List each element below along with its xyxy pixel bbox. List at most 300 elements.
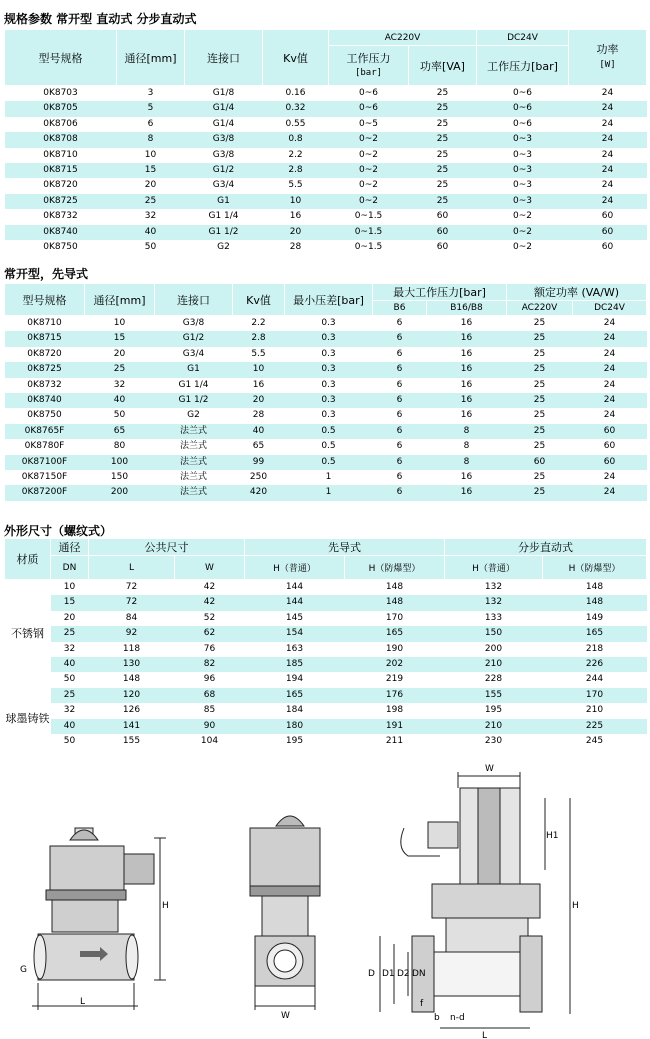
- table-cell: 218: [585, 643, 604, 654]
- table-cell: 0K8740: [5, 393, 85, 408]
- table-cell: 6: [396, 441, 403, 452]
- table-cell: 195: [484, 705, 503, 716]
- table-cell: 60: [573, 424, 647, 439]
- label-L: L: [80, 997, 86, 1007]
- table-cell: 0K8732: [27, 379, 62, 390]
- table-cell: 24: [573, 362, 647, 377]
- table-cell: 190: [385, 643, 404, 654]
- table-row: [5, 163, 647, 178]
- table-cell: 148: [122, 674, 141, 685]
- table-cell: 228: [484, 674, 503, 685]
- col-b16: B16/B8: [427, 301, 507, 316]
- table-cell: 65: [85, 424, 155, 439]
- table-cell: G1 1/4: [208, 211, 239, 222]
- table-cell: 0.5: [285, 455, 373, 470]
- table-cell: G1/8: [212, 88, 235, 98]
- table-row: [5, 378, 647, 393]
- table-cell: 16: [460, 410, 473, 421]
- table-row: [5, 657, 647, 672]
- table-cell: 230: [484, 736, 503, 747]
- table-cell: 0~3: [477, 194, 569, 209]
- label-W: W: [485, 764, 494, 774]
- table-cell: 202: [345, 657, 445, 672]
- table-cell: 148: [585, 582, 604, 592]
- table-cell: 6: [373, 393, 427, 408]
- front-view-coil: [250, 828, 320, 886]
- table-cell: 24: [601, 180, 614, 191]
- table-cell: 90: [175, 719, 245, 734]
- table-cell: 法兰式: [155, 485, 233, 500]
- table-cell: 25: [409, 101, 477, 116]
- table-cell: 60: [601, 242, 614, 253]
- col-bore: 通径[mm]: [85, 284, 155, 316]
- table-row: [5, 424, 647, 439]
- table-cell: 0.3: [285, 331, 373, 346]
- table-cell: 72: [89, 595, 175, 610]
- table-cell: 0K8732: [43, 211, 78, 222]
- table-row: [5, 688, 647, 703]
- table-cell: 210: [585, 705, 604, 716]
- table1-title: 规格参数 常开型 直动式 分步直动式: [4, 12, 197, 26]
- table-cell: 0K8725: [5, 194, 117, 209]
- table-row: [5, 626, 647, 641]
- table-cell: 25: [51, 688, 89, 703]
- table-cell: 210: [445, 719, 543, 734]
- table-cell: 0~3: [477, 163, 569, 178]
- table-cell: 60: [409, 225, 477, 240]
- table-cell: 40: [51, 657, 89, 672]
- table-cell: 16: [427, 362, 507, 377]
- table-cell: 25: [507, 393, 573, 408]
- table-cell: 16: [427, 393, 507, 408]
- table-cell: 0K8705: [5, 101, 117, 116]
- table-cell: 6: [147, 118, 154, 129]
- col-ac-power: 功率[VA]: [409, 46, 477, 86]
- table-cell: 50: [63, 674, 76, 685]
- table-cell: 130: [89, 657, 175, 672]
- table-cell: 145: [285, 612, 304, 623]
- col-bore: 通径[mm]: [117, 30, 185, 86]
- table-cell: G3/8: [212, 149, 235, 160]
- front-view-body: [262, 896, 308, 936]
- table-row: [5, 408, 647, 423]
- table-cell: 0K87100F: [5, 455, 85, 470]
- table-cell: 10: [113, 318, 126, 328]
- valve-side-view: [32, 828, 166, 1010]
- table-cell: 24: [569, 132, 647, 147]
- table-cell: 60: [436, 242, 449, 253]
- table-cell: 0K8703: [43, 88, 78, 98]
- table-cell: 148: [345, 595, 445, 610]
- label-G: G: [20, 965, 27, 975]
- table-cell: 0K8750: [27, 410, 62, 421]
- table-cell: G1/4: [185, 101, 263, 116]
- table-cell: 42: [175, 595, 245, 610]
- table-cell: 32: [63, 705, 76, 716]
- table-cell: 32: [144, 211, 157, 222]
- table-cell: G1 1/2: [155, 393, 233, 408]
- table-row: [5, 132, 647, 147]
- table-row: [5, 703, 647, 718]
- table-cell: 25: [117, 194, 185, 209]
- table-cell: G3/4: [212, 180, 235, 191]
- col-bore: 通径: [51, 539, 89, 556]
- table-cell: 96: [203, 674, 216, 685]
- table-cell: 0~3: [513, 180, 532, 191]
- table-cell: 25: [507, 424, 573, 439]
- table-cell: 28: [252, 410, 265, 421]
- label-H: H: [162, 901, 169, 911]
- table-cell: 6: [396, 348, 403, 359]
- table-cell: 60: [603, 441, 616, 452]
- table-cell: 80: [113, 441, 126, 452]
- table-row: [5, 178, 647, 193]
- table-cell: 155: [122, 736, 141, 747]
- table-row: [5, 225, 647, 240]
- table-row: [5, 209, 647, 224]
- table-row: [5, 148, 647, 163]
- table-cell: 225: [543, 719, 647, 734]
- table-cell: 28: [289, 242, 302, 253]
- table-row: [5, 347, 647, 362]
- table-cell: 195: [285, 736, 304, 747]
- table-cell: 0~6: [477, 101, 569, 116]
- table-cell: 20: [144, 180, 157, 191]
- col-dc-pressure: 工作压力[bar]: [477, 46, 569, 86]
- table-cell: 65: [252, 441, 265, 452]
- table-cell: 8: [427, 424, 507, 439]
- table-cell: 50: [63, 736, 76, 747]
- table-cell: 25: [436, 149, 449, 160]
- table-cell: 150: [445, 626, 543, 641]
- col-port: 连接口: [155, 284, 233, 316]
- table-cell: 0.3: [321, 379, 336, 390]
- table-cell: 25: [533, 348, 546, 359]
- table-cell: 82: [175, 657, 245, 672]
- section-flange-right: [520, 936, 542, 1012]
- table-cell: 245: [585, 736, 604, 747]
- table-cell: 0K8780F: [24, 441, 65, 452]
- table-cell: 24: [601, 118, 614, 129]
- table-cell: G2: [187, 410, 200, 421]
- table-cell: 5.5: [288, 180, 303, 191]
- table-cell: G1/2: [185, 163, 263, 178]
- table-cell: 24: [603, 472, 616, 483]
- col-pilot-h-ex: H（防爆型）: [345, 556, 445, 580]
- table-cell: 60: [436, 211, 449, 222]
- table-cell: 0~6: [513, 88, 532, 98]
- table-cell: 25: [436, 118, 449, 129]
- table-cell: 32: [63, 643, 76, 654]
- table-cell: 92: [89, 626, 175, 641]
- table-cell: 2.2: [288, 149, 303, 160]
- label-nd: n-d: [450, 1013, 465, 1023]
- table-cell: 184: [285, 705, 304, 716]
- side-view-body: [52, 900, 118, 932]
- table-cell: 0K8710: [43, 149, 78, 160]
- table-cell: 0~3: [513, 149, 532, 160]
- table-cell: G1 1/4: [178, 379, 209, 390]
- table-cell: 20: [63, 612, 76, 623]
- table-cell: 6: [396, 379, 403, 390]
- table-cell: 68: [175, 688, 245, 703]
- table-cell: 40: [51, 719, 89, 734]
- table-cell: 84: [125, 612, 138, 623]
- table-cell: 0.3: [321, 410, 336, 421]
- table-cell: 5: [117, 101, 185, 116]
- table-cell: 16: [460, 379, 473, 390]
- table-cell: 1: [285, 485, 373, 500]
- table2-title: 常开型，先导式: [4, 267, 89, 281]
- table-cell: 0.3: [321, 348, 336, 359]
- table-cell: 219: [385, 674, 404, 685]
- table-row: [5, 672, 647, 687]
- table-cell: 24: [603, 410, 616, 421]
- table-cell: 16: [460, 472, 473, 483]
- table-cell: 0.32: [263, 101, 329, 116]
- table-cell: 154: [245, 626, 345, 641]
- table-cell: 20: [263, 225, 329, 240]
- table-cell: 144: [245, 595, 345, 610]
- table-cell: 24: [603, 348, 616, 359]
- table-cell: 0~5: [359, 118, 378, 129]
- table-cell: 104: [200, 736, 219, 747]
- table-row: [5, 240, 647, 255]
- table-cell: 3: [147, 88, 154, 98]
- table-cell: 25: [533, 410, 546, 421]
- table-cell: 191: [345, 719, 445, 734]
- table-cell: G1: [155, 362, 233, 377]
- label-D2: D2: [397, 969, 410, 979]
- dimension-table: [4, 538, 647, 749]
- table-cell: 0~2: [477, 225, 569, 240]
- col-dn: DN: [51, 556, 89, 580]
- table-cell: 0.55: [285, 118, 306, 129]
- label-H1: H1: [546, 831, 559, 841]
- table-cell: 0K8725: [5, 362, 85, 377]
- col-model: 型号规格: [5, 284, 85, 316]
- table-row: [5, 642, 647, 657]
- table-cell: 0~2: [359, 149, 378, 160]
- table-cell: 6: [373, 455, 427, 470]
- power-label: 功率: [596, 43, 619, 56]
- table-cell: 24: [569, 101, 647, 116]
- col-kv: Kv值: [233, 284, 285, 316]
- table-cell: 120: [89, 688, 175, 703]
- table-cell: 8: [117, 132, 185, 147]
- table-cell: 0.8: [263, 132, 329, 147]
- label-DN: DN: [412, 969, 426, 979]
- table-cell: 10: [263, 194, 329, 209]
- table-cell: 0K8720: [27, 348, 62, 359]
- table-row: [5, 595, 647, 610]
- table-cell: 0~2: [513, 211, 532, 222]
- table-cell: 24: [569, 194, 647, 209]
- table-cell: 165: [543, 626, 647, 641]
- table-row: [5, 101, 647, 116]
- table-cell: 法兰式: [179, 441, 207, 452]
- table-cell: 244: [585, 674, 604, 685]
- col-model: 型号规格: [5, 30, 117, 86]
- table-cell: 8: [427, 455, 507, 470]
- table-cell: 25: [409, 194, 477, 209]
- table-cell: 0K8740: [5, 225, 117, 240]
- table-cell: 420: [233, 485, 285, 500]
- table-cell: G1/2: [155, 331, 233, 346]
- table-cell: 0K87150F: [21, 472, 68, 483]
- table-cell: 60: [573, 455, 647, 470]
- table-cell: 32: [113, 379, 126, 390]
- table-cell: 15: [51, 595, 89, 610]
- ac-pressure-unit: [bar]: [354, 67, 383, 78]
- table-cell: 10: [144, 149, 157, 160]
- table-cell: 132: [445, 595, 543, 610]
- table-cell: 6: [373, 485, 427, 500]
- col-step-h-normal: H（普通）: [445, 556, 543, 580]
- table-cell: 0K8720: [43, 180, 78, 191]
- table-cell: 6: [396, 410, 403, 421]
- table-row: [5, 485, 647, 500]
- table-cell: 0K8715: [5, 163, 117, 178]
- table-cell: 144: [285, 582, 304, 592]
- table3-title: 外形尺寸（螺纹式）: [4, 524, 113, 538]
- table-cell: 60: [601, 211, 614, 222]
- table-row: [5, 393, 647, 408]
- table-cell: 25: [533, 441, 546, 452]
- power-unit: [W]: [599, 60, 616, 70]
- table-cell: 2.2: [251, 318, 266, 328]
- table-row: [5, 470, 647, 485]
- table-cell: 0~2: [513, 242, 532, 253]
- table-cell: 52: [203, 612, 216, 623]
- table-cell: 6: [396, 318, 403, 328]
- table-cell: 15: [85, 331, 155, 346]
- table-cell: 62: [175, 626, 245, 641]
- table-cell: G2: [217, 242, 230, 253]
- table-cell: 0K8706: [43, 118, 78, 129]
- label-D1: D1: [382, 969, 395, 979]
- table-cell: 0K8708: [5, 132, 117, 147]
- col-port: 连接口: [185, 30, 263, 86]
- label-D: D: [368, 969, 375, 979]
- table-cell: 0.3: [285, 393, 373, 408]
- table-cell: 法兰式: [155, 455, 233, 470]
- table-cell: 126: [122, 705, 141, 716]
- table-cell: 15: [117, 163, 185, 178]
- table-row: [5, 117, 647, 132]
- table-cell: 0~2: [329, 132, 409, 147]
- table-cell: 0~2: [329, 194, 409, 209]
- table-cell: 24: [573, 331, 647, 346]
- table-cell: 25: [533, 472, 546, 483]
- table-cell: 40: [85, 393, 155, 408]
- table-row: [5, 86, 647, 102]
- table-row: [5, 719, 647, 734]
- table-cell: 24: [603, 379, 616, 390]
- material-stainless: 不锈钢: [5, 580, 51, 688]
- table-cell: G1: [185, 194, 263, 209]
- table-cell: 194: [285, 674, 304, 685]
- table-cell: 6: [373, 424, 427, 439]
- table-cell: 0~1.5: [329, 225, 409, 240]
- table-cell: 25: [51, 626, 89, 641]
- table-cell: 25: [507, 485, 573, 500]
- col-step-h-ex: H（防爆型）: [543, 556, 647, 580]
- table-cell: 5.5: [251, 348, 266, 359]
- table-cell: 24: [573, 485, 647, 500]
- table-cell: G1 1/2: [185, 225, 263, 240]
- table-cell: 16: [427, 331, 507, 346]
- table-cell: 24: [601, 149, 614, 160]
- table-cell: 72: [125, 582, 138, 592]
- col-kv: Kv值: [263, 30, 329, 86]
- table-cell: 0~3: [477, 132, 569, 147]
- col-ac: AC220V: [507, 301, 573, 316]
- table-cell: 200: [484, 643, 503, 654]
- table-cell: 100: [85, 455, 155, 470]
- table-cell: 76: [203, 643, 216, 654]
- table-cell: 16: [252, 379, 265, 390]
- table-cell: 0~1.5: [354, 211, 383, 222]
- table-cell: 155: [445, 688, 543, 703]
- table-cell: 85: [203, 705, 216, 716]
- table-cell: 0.5: [321, 441, 336, 452]
- table-cell: 2.8: [263, 163, 329, 178]
- col-ac-pressure: [329, 46, 409, 86]
- table-cell: 24: [573, 393, 647, 408]
- table-cell: 176: [345, 688, 445, 703]
- table-cell: 163: [285, 643, 304, 654]
- table-cell: G3/8: [185, 132, 263, 147]
- table-row: [5, 580, 647, 596]
- table-cell: 24: [601, 88, 614, 98]
- side-view-coil: [50, 846, 124, 890]
- label-f: f: [420, 999, 424, 1009]
- table-cell: 0.3: [321, 318, 336, 328]
- table-cell: 200: [85, 485, 155, 500]
- table-cell: 170: [543, 688, 647, 703]
- table-cell: 40: [233, 424, 285, 439]
- col-pilot: 先导式: [245, 539, 445, 556]
- table-cell: 25: [436, 180, 449, 191]
- label-L-section: L: [482, 1031, 488, 1039]
- table-cell: 6: [373, 331, 427, 346]
- table-cell: 150: [110, 472, 129, 483]
- col-min-diff: 最小压差[bar]: [285, 284, 373, 316]
- col-L: L: [89, 556, 175, 580]
- table-cell: 50: [144, 242, 157, 253]
- table-cell: 0~6: [359, 88, 378, 98]
- table-cell: 210: [445, 657, 543, 672]
- table-cell: G3/8: [182, 318, 205, 328]
- table-row: [5, 439, 647, 454]
- table-row: [5, 611, 647, 626]
- table-cell: 20: [233, 393, 285, 408]
- table-cell: 60: [569, 225, 647, 240]
- table-row: [5, 194, 647, 209]
- table-cell: 185: [245, 657, 345, 672]
- table-cell: 16: [460, 318, 473, 328]
- col-step: 分步直动式: [445, 539, 647, 556]
- col-material: 材质: [5, 539, 51, 580]
- table-row: [5, 316, 647, 332]
- valve-section-view: [380, 772, 570, 1028]
- side-view-connector: [124, 854, 154, 884]
- table-cell: 0K87200F: [5, 485, 85, 500]
- table-cell: 149: [585, 612, 604, 623]
- table-cell: 0~6: [513, 118, 532, 129]
- table-cell: 25: [533, 318, 546, 328]
